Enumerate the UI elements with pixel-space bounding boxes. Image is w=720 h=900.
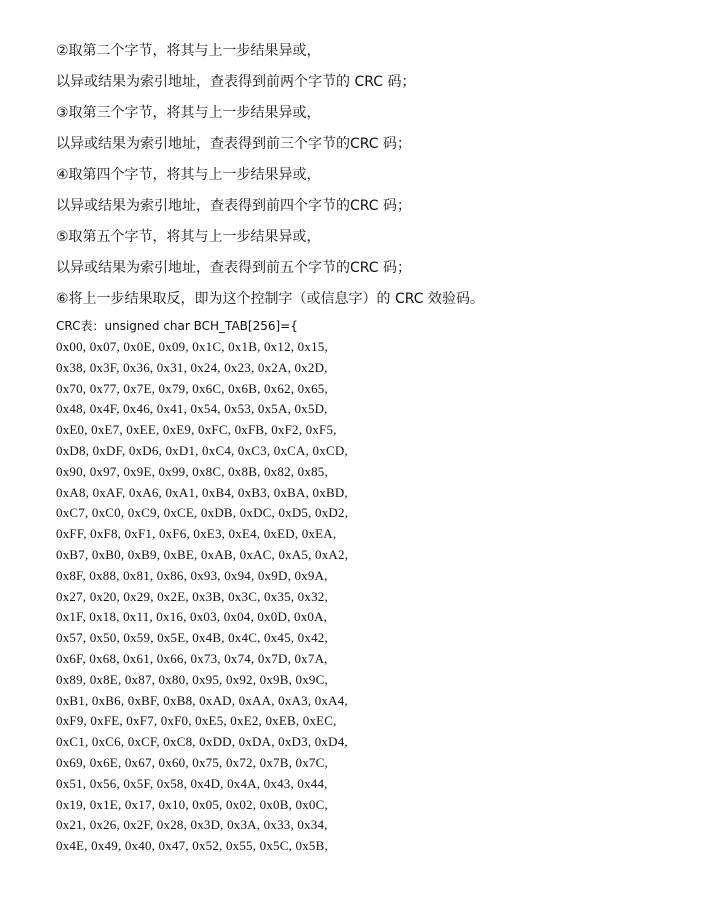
table-row: 0x90, 0x97, 0x9E, 0x99, 0x8C, 0x8B, 0x82, 0x85, (56, 463, 328, 479)
table-row: 0x48, 0x4F, 0x46, 0x41, 0x54, 0x53, 0x5A, 0x5D, (56, 401, 328, 417)
step-5-line-1: ⑤取第五个字节，将其与上一步结果异或， (56, 229, 321, 245)
table-row: 0xC7, 0xC0, 0xC9, 0xCE, 0xDB, 0xDC, 0xD5, 0xD2, (56, 505, 349, 521)
crc-table-header: CRC表：unsigned char BCH_TAB[256]={ (56, 319, 298, 333)
procedure-steps (56, 36, 696, 315)
table-row: 0xB7, 0xB0, 0xB9, 0xBE, 0xAB, 0xAC, 0xA5, 0xA2, (56, 546, 349, 562)
table-row: 0x70, 0x77, 0x7E, 0x79, 0x6C, 0x6B, 0x62, 0x65, (56, 380, 328, 396)
step-4-line-1: ④取第四个字节，将其与上一步结果异或， (56, 167, 321, 183)
step-5-line-2: 以异或结果为索引地址，查表得到前五个字节的CRC 码； (56, 260, 412, 276)
step-3-line-2: 以异或结果为索引地址，查表得到前三个字节的CRC 码； (56, 136, 412, 152)
table-row: 0x8F, 0x88, 0x81, 0x86, 0x93, 0x94, 0x9D, 0x9A, (56, 567, 328, 583)
table-row: 0x27, 0x20, 0x29, 0x2E, 0x3B, 0x3C, 0x35, 0x32, (56, 588, 328, 604)
table-row: 0xB1, 0xB6, 0xBF, 0xB8, 0xAD, 0xAA, 0xA3, 0xA4, (56, 692, 348, 708)
table-row: 0x89, 0x8E, 0x87, 0x80, 0x95, 0x92, 0x9B, 0x9C, (56, 671, 328, 687)
table-row: 0xD8, 0xDF, 0xD6, 0xD1, 0xC4, 0xC3, 0xCA, 0xCD, (56, 442, 348, 458)
table-row: 0xFF, 0xF8, 0xF1, 0xF6, 0xE3, 0xE4, 0xED, 0xEA, (56, 526, 337, 542)
step-6-line-1: ⑥将上一步结果取反，即为这个控制字（或信息字）的 CRC 效验码。 (56, 291, 485, 307)
step-4-line-2: 以异或结果为索引地址，查表得到前四个字节的CRC 码； (56, 198, 412, 214)
table-row: 0x38, 0x3F, 0x36, 0x31, 0x24, 0x23, 0x2A, 0x2D, (56, 359, 328, 375)
table-row: 0x19, 0x1E, 0x17, 0x10, 0x05, 0x02, 0x0B, 0x0C, (56, 796, 328, 812)
table-row: 0x57, 0x50, 0x59, 0x5E, 0x4B, 0x4C, 0x45, 0x42, (56, 630, 328, 646)
crc-table (56, 315, 696, 857)
table-row: 0xC1, 0xC6, 0xCF, 0xC8, 0xDD, 0xDA, 0xD3, 0xD4, (56, 734, 348, 750)
table-row: 0xF9, 0xFE, 0xF7, 0xF0, 0xE5, 0xE2, 0xEB, 0xEC, (56, 713, 337, 729)
table-row: 0x69, 0x6E, 0x67, 0x60, 0x75, 0x72, 0x7B, 0x7C, (56, 754, 328, 770)
step-3-line-1: ③取第三个字节，将其与上一步结果异或， (56, 105, 321, 121)
table-row: 0x4E, 0x49, 0x40, 0x47, 0x52, 0x55, 0x5C, 0x5B, (56, 838, 328, 854)
table-row: 0x51, 0x56, 0x5F, 0x58, 0x4D, 0x4A, 0x43, 0x44, (56, 775, 328, 791)
table-row: 0x6F, 0x68, 0x61, 0x66, 0x73, 0x74, 0x7D, 0x7A, (56, 650, 328, 666)
step-2-line-1: ②取第二个字节，将其与上一步结果异或， (56, 43, 321, 59)
table-row: 0x1F, 0x18, 0x11, 0x16, 0x03, 0x04, 0x0D, 0x0A, (56, 609, 328, 625)
table-row: 0x21, 0x26, 0x2F, 0x28, 0x3D, 0x3A, 0x33, 0x34, (56, 817, 328, 833)
table-row: 0xE0, 0xE7, 0xEE, 0xE9, 0xFC, 0xFB, 0xF2, 0xF5, (56, 422, 337, 438)
table-row: 0xA8, 0xAF, 0xA6, 0xA1, 0xB4, 0xB3, 0xBA, 0xBD, (56, 484, 348, 500)
step-2-line-2: 以异或结果为索引地址，查表得到前两个字节的 CRC 码； (56, 74, 416, 90)
table-row: 0x00, 0x07, 0x0E, 0x09, 0x1C, 0x1B, 0x12, 0x15, (56, 339, 328, 354)
document-page (56, 36, 696, 857)
